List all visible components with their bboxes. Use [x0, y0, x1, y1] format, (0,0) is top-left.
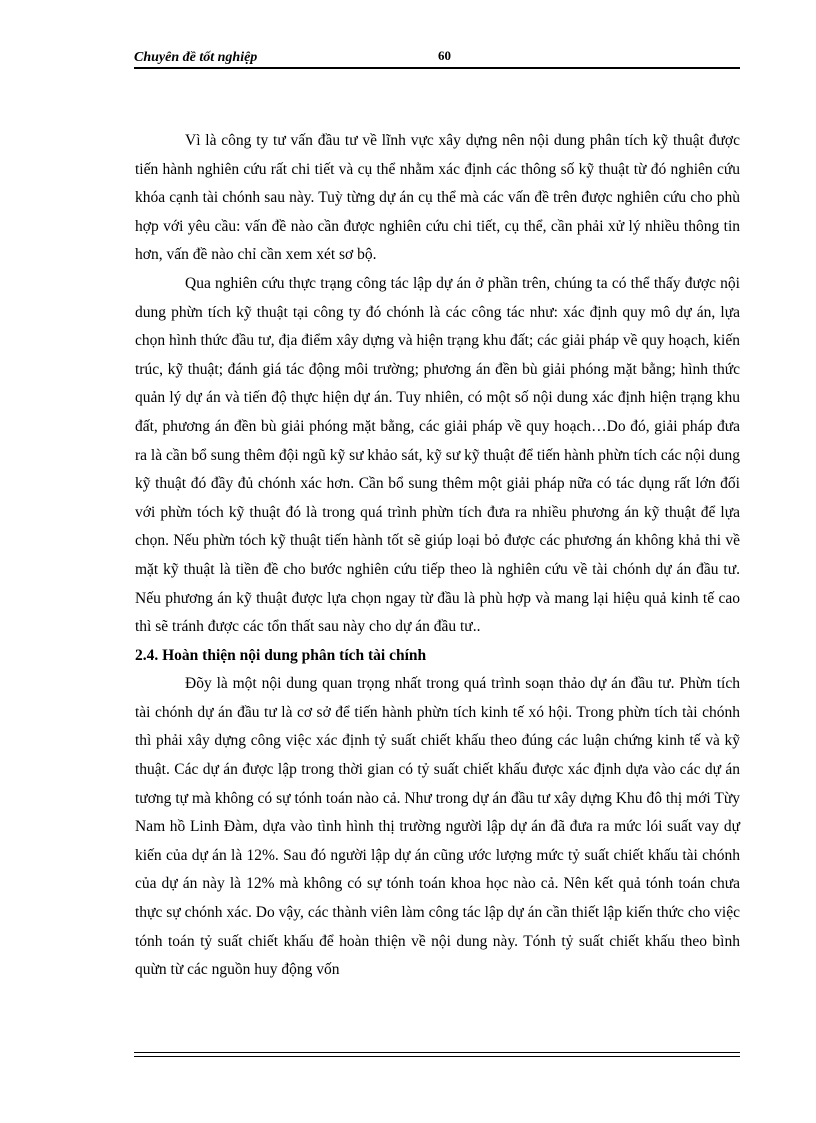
footer-divider: [134, 1052, 740, 1057]
section-heading: 2.4. Hoàn thiện nội dung phân tích tài chính: [135, 646, 427, 664]
page-number: 60: [438, 48, 451, 63]
header-title: Chuyên đề tốt nghiệp: [134, 50, 258, 65]
document-body: [135, 127, 740, 985]
header-divider: [134, 67, 740, 69]
page-header: [134, 46, 740, 68]
paragraph-3: Đõy là một nội dung quan trọng nhất trong quá trình soạn thảo dự án đầu tư. Phừn tích tài chónh dự án đầu tư là cơ sở để tiến hành phừn tích kinh tế xó hội. Trong phừn tích tài chónh thì phải xây dựng công việc xác định tỷ suất chiết khấu theo đúng các luận chứng kinh tế và kỹ thuật. Các dự án được lập trong thời gian có tỷ suất chiết khấu được xác định dựa vào các dự án tương tự mà không có sự tónh toán nào cả. Như trong dự án đầu tư xây dựng Khu đô thị mới Từy Nam hồ Linh Đàm, dựa vào tình hình thị trường người lập dự án đã đưa ra mức lói suất vay dự kiến của dự án là 12%. Sau đó người lập dự án cũng ước lượng mức tỷ suất chiết khấu tài chónh của dự án này là 12% mà không có sự tónh toán khoa học nào cả. Nên kết quả tónh toán chưa thực sự chónh xác. Do vậy, các thành viên làm công tác lập dự án cần thiết lập kiến thức cho việc tónh toán tỷ suất chiết khấu để hoàn thiện về nội dung này. Tónh tỷ suất chiết khấu theo bình quừn từ các nguồn huy động vốn: [135, 675, 740, 979]
paragraph-1: Vì là công ty tư vấn đầu tư về lĩnh vực xây dựng nên nội dung phân tích kỹ thuật được tiến hành nghiên cứu rất chi tiết và cụ thể nhằm xác định các thông số kỹ thuật từ đó nghiên cứu khóa cạnh tài chónh sau này. Tuỳ từng dự án cụ thể mà các vấn đề trên được nghiên cứu cho phù hợp với yêu cầu: vấn đề nào cần được nghiên cứu chi tiết, cụ thể, cần phải xử lý nhiều thông tin hơn, vấn đề nào chỉ cần xem xét sơ bộ.: [135, 132, 740, 264]
paragraph-2: Qua nghiên cứu thực trạng công tác lập dự án ở phần trên, chúng ta có thể thấy được nội dung phừn tích kỹ thuật tại công ty đó chónh là các công tác như: xác định quy mô dự án, lựa chọn hình thức đầu tư, địa điểm xây dựng và hiện trạng khu đất; các giải pháp về quy hoạch, kiến trúc, kỹ thuật; đánh giá tác động môi trường; phương án đền bù giải phóng mặt bằng; hình thức quản lý dự án và tiến độ thực hiện dự án. Tuy nhiên, có một số nội dung xác định hiện trạng khu đất, phương án đền bù giải phóng mặt bằng, các giải pháp về quy hoạch…Do đó, giải pháp đưa ra là cần bổ sung thêm đội ngũ kỹ sư khảo sát, kỹ sư kỹ thuật để tiến hành phừn tích các nội dung kỹ thuật đó đầy đủ chónh xác hơn. Cần bổ sung thêm một giải pháp nữa có tác dụng rất lớn đối với phừn tóch kỹ thuật đó là trong quá trình phừn tích đưa ra nhiều phương án kỹ thuật để lựa chọn. Nếu phừn tóch kỹ thuật tiến hành tốt sẽ giúp loại bỏ được các phương án không khả thi về mặt kỹ thuật là tiền đề cho bước nghiên cứu tiếp theo là nghiên cứu về tài chónh dự án đầu tư. Nếu phương án kỹ thuật được lựa chọn ngay từ đầu là phù hợp và mang lại hiệu quả kinh tế cao thì sẽ tránh được các tổn thất sau này cho dự án đầu tư..: [135, 274, 740, 636]
